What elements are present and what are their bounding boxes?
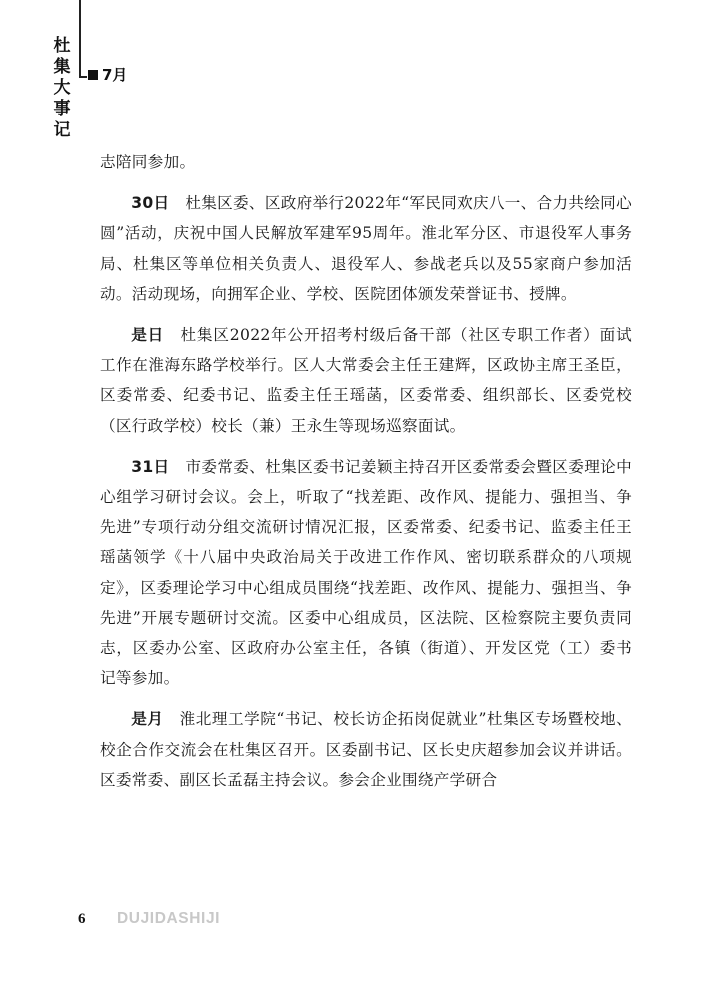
paragraph [100,147,632,177]
entry-date: 是月 [131,710,164,729]
book-title-char: 集 [53,57,71,77]
entry-text: 杜集区2022年公开招考村级后备干部（社区专职工作者）面试工作在淮海东路学校举行。区人大常委会主任王建辉，区政协主席王圣臣，区委常委、纪委书记、监委主任王瑶菡，区委常委、组织部长、区委党校（区行政学校）校长（兼）王永生等现场巡察面试。 [100,326,632,435]
paragraph [100,188,632,309]
paragraph [100,704,632,795]
month-heading: 7月 [102,66,128,84]
page-number: 6 [78,911,86,927]
book-title-char: 记 [53,120,71,140]
book-title-char: 大 [53,78,71,98]
header-vertical-rule [79,0,81,78]
entry-date: 31日 [131,457,170,476]
paragraph [100,452,632,694]
entry-date: 30日 [131,194,170,213]
book-title-char: 杜 [53,36,71,56]
running-footer-title: DUJIDASHIJI [117,910,221,927]
paragraph [100,320,632,441]
page-body [100,147,632,795]
book-title-vertical [52,36,72,141]
book-title-char: 事 [53,99,71,119]
entry-text: 淮北理工学院“书记、校长访企拓岗促就业”杜集区专场暨校地、校企合作交流会在杜集区召开。区委副书记、区长史庆超参加会议并讲话。区委常委、副区长孟磊主持会议。参会企业围绕产学研合 [100,710,632,789]
header-horizontal-rule [79,76,87,78]
entry-date: 是日 [131,326,165,345]
entry-text: 杜集区委、区政府举行2022年“军民同欢庆八一、合力共绘同心圆”活动，庆祝中国人民解放军建军95周年。淮北军分区、市退役军人事务局、杜集区等单位相关负责人、退役军人、参战老兵以及55家商户参加活动。活动现场，向拥军企业、学校、医院团体颁发荣誉证书、授牌。 [100,194,632,303]
month-square-marker [88,70,98,80]
entry-text: 志陪同参加。 [100,153,196,171]
entry-text: 市委常委、杜集区委书记姜颖主持召开区委常委会暨区委理论中心组学习研讨会议。会上，听取了“找差距、改作风、提能力、强担当、争先进”专项行动分组交流研讨情况汇报，区委常委、纪委书记、监委主任王瑶菡领学《十八届中央政治局关于改进工作作风、密切联系群众的八项规定》，区委理论学习中心组成员围绕“找差距、改作风、提能力、强担当、争先进”开展专题研讨交流。区委中心组成员，区法院、区检察院主要负责同志，区委办公室、区政府办公室主任，各镇（街道）、开发区党（工）委书记等参加。 [100,457,632,688]
